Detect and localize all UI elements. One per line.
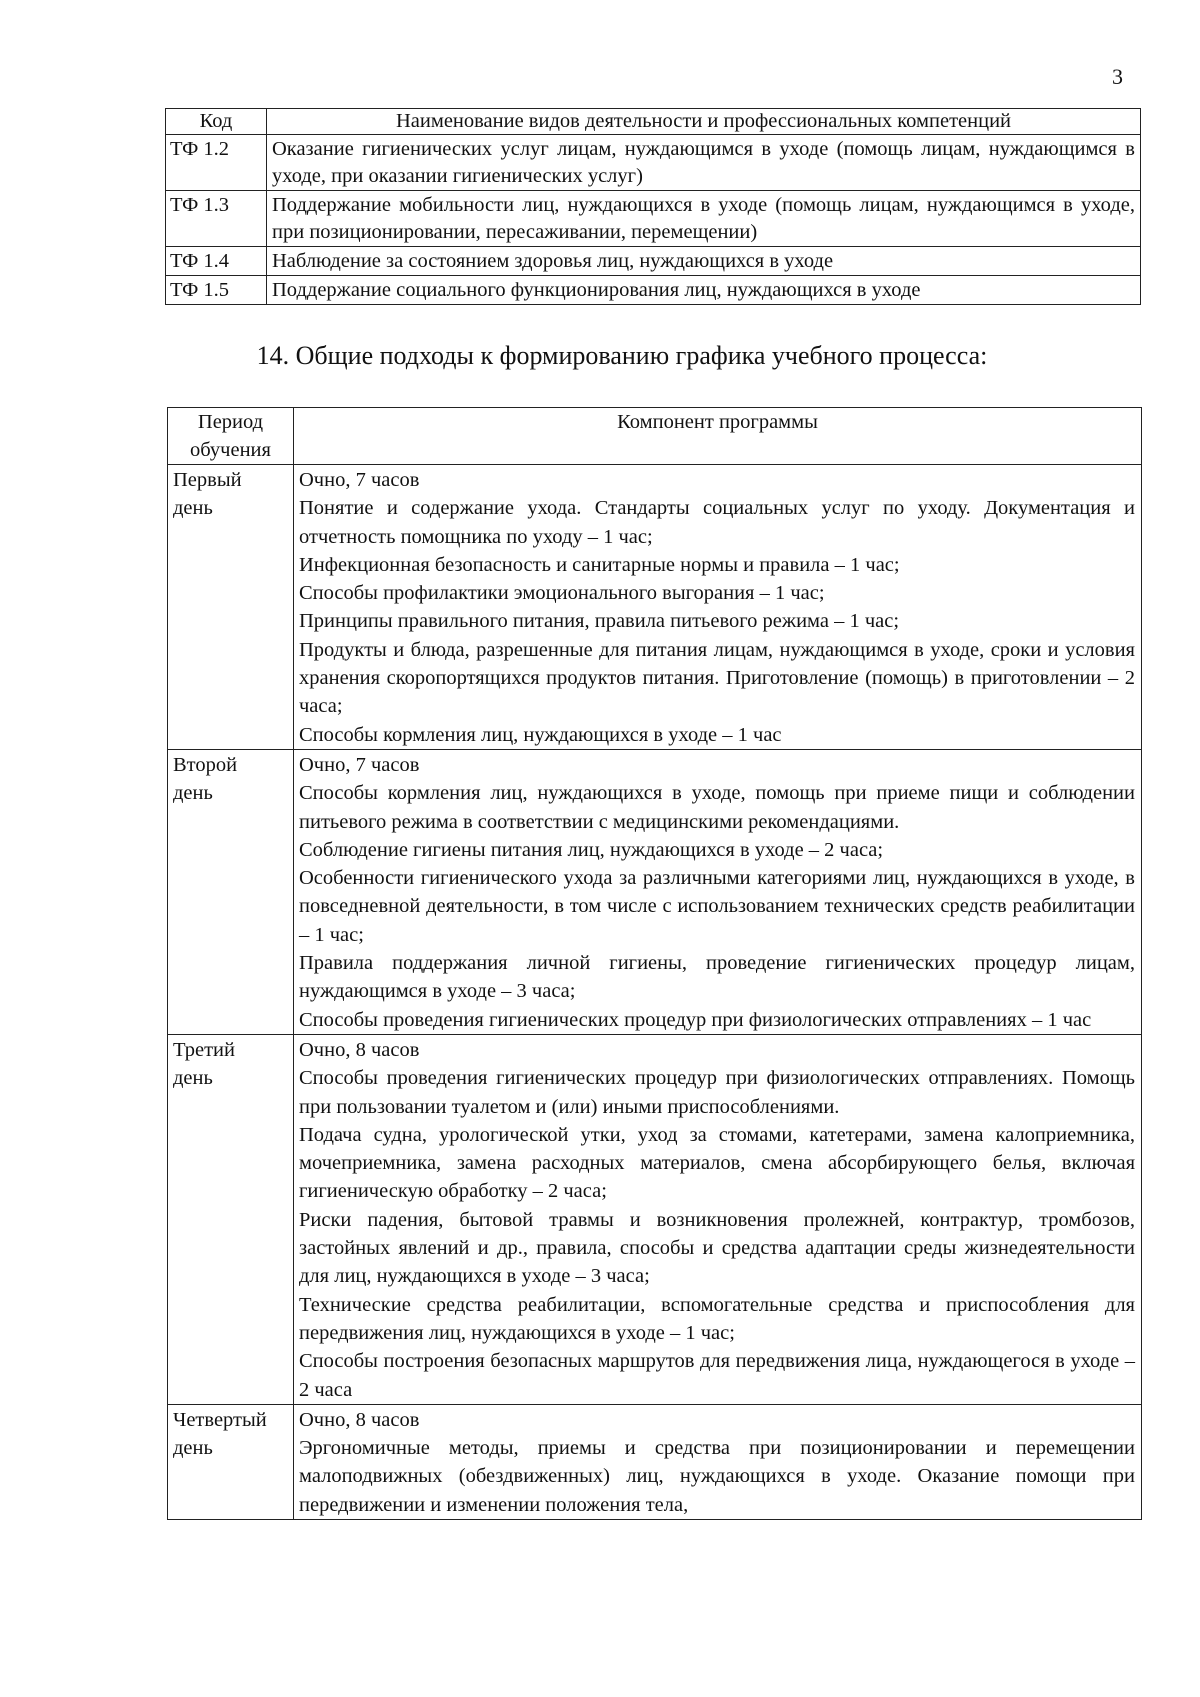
period-label: Третий bbox=[173, 1038, 235, 1061]
code-column-header: Код bbox=[166, 109, 267, 135]
period-label: Четвертый bbox=[173, 1408, 267, 1431]
competency-name: Поддержание мобильности лиц, нуждающихся в уходе (помощь лицам, нуждающимся в уходе, при позиционировании, пересаживании, перемещении) bbox=[267, 191, 1141, 247]
period-label: день bbox=[173, 497, 213, 520]
program-line: Технические средства реабилитации, вспомогательные средства и приспособления для передвижения лиц, нуждающихся в уходе – 1 час; bbox=[299, 1293, 1135, 1344]
component-cell bbox=[294, 1034, 1142, 1404]
competency-name: Поддержание социального функционирования лиц, нуждающихся в уходе bbox=[267, 276, 1141, 305]
program-line: Очно, 7 часов bbox=[299, 753, 420, 776]
program-line: Способы проведения гигиенических процедур при физиологических отправлениях. Помощь при пользовании туалетом и (или) иными приспособлениями. bbox=[299, 1067, 1135, 1118]
period-header-line: Период bbox=[197, 411, 264, 433]
section-heading: 14. Общие подходы к формированию графика учебного процесса: bbox=[256, 341, 988, 370]
program-line: Способы проведения гигиенических процедур при физиологических отправлениях – 1 час bbox=[299, 1008, 1092, 1031]
schedule-table bbox=[167, 407, 1142, 1520]
period-cell bbox=[168, 1404, 294, 1519]
program-line: Эргономичные методы, приемы и средства при позиционировании и перемещении малоподвижных (обездвиженных) лиц, нуждающихся в уходе. Оказание помощи при передвижении и изменении положения тела, bbox=[299, 1437, 1135, 1516]
component-cell bbox=[294, 1404, 1142, 1519]
period-label: день bbox=[173, 1437, 213, 1460]
competency-name: Наблюдение за состоянием здоровья лиц, нуждающихся в уходе bbox=[267, 247, 1141, 276]
table-row bbox=[166, 276, 1141, 305]
program-line: Особенности гигиенического ухода за различными категориями лиц, нуждающихся в уходе, в повседневной деятельности, в том числе с использованием технических средств реабилитации – 1 час; bbox=[299, 867, 1135, 946]
period-label: день bbox=[173, 1067, 213, 1090]
period-label: Второй bbox=[173, 753, 238, 776]
program-line: Очно, 7 часов bbox=[299, 469, 420, 491]
table-row bbox=[168, 1034, 1142, 1404]
period-cell bbox=[168, 749, 294, 1034]
program-line: Принципы правильного питания, правила питьевого режима – 1 час; bbox=[299, 610, 900, 633]
competency-code: ТФ 1.5 bbox=[166, 276, 267, 305]
program-line: Соблюдение гигиены питания лиц, нуждающихся в уходе – 2 часа; bbox=[299, 838, 884, 861]
period-cell bbox=[168, 1034, 294, 1404]
program-line: Инфекционная безопасность и санитарные нормы и правила – 1 час; bbox=[299, 553, 900, 576]
period-label: день bbox=[173, 782, 213, 805]
competency-table bbox=[165, 108, 1141, 305]
program-line: Правила поддержания личной гигиены, проведение гигиенических процедур лицам, нуждающимся в уходе – 3 часа; bbox=[299, 952, 1135, 1003]
competency-code: ТФ 1.3 bbox=[166, 191, 267, 247]
competency-table-header bbox=[166, 109, 1141, 135]
table-row bbox=[168, 465, 1142, 750]
program-line: Очно, 8 часов bbox=[299, 1038, 420, 1061]
page-number: 3 bbox=[1112, 64, 1123, 89]
table-row bbox=[166, 247, 1141, 276]
competency-code: ТФ 1.4 bbox=[166, 247, 267, 276]
program-line: Очно, 8 часов bbox=[299, 1408, 420, 1431]
table-row bbox=[168, 749, 1142, 1034]
period-column-header bbox=[168, 408, 294, 465]
program-line: Способы построения безопасных маршрутов для передвижения лица, нуждающегося в уходе – 2 часа bbox=[299, 1350, 1135, 1401]
program-line: Способы кормления лиц, нуждающихся в уходе, помощь при приеме пищи и соблюдении питьевого режима в соответствии с медицинскими рекомендациями. bbox=[299, 782, 1135, 833]
table-row bbox=[166, 135, 1141, 191]
component-cell bbox=[294, 465, 1142, 750]
competency-code: ТФ 1.2 bbox=[166, 135, 267, 191]
schedule-table-header bbox=[168, 408, 1142, 465]
competency-name: Оказание гигиенических услуг лицам, нуждающимся в уходе (помощь лицам, нуждающимся в уходе, при оказании гигиенических услуг) bbox=[267, 135, 1141, 191]
period-cell bbox=[168, 465, 294, 750]
component-column-header: Компонент программы bbox=[294, 408, 1142, 465]
name-column-header: Наименование видов деятельности и профессиональных компетенций bbox=[267, 109, 1141, 135]
period-header-line: обучения bbox=[190, 439, 271, 461]
table-row bbox=[168, 1404, 1142, 1519]
component-cell bbox=[294, 749, 1142, 1034]
program-line: Способы профилактики эмоционального выгорания – 1 час; bbox=[299, 582, 825, 605]
program-line: Продукты и блюда, разрешенные для питания лицам, нуждающимся в уходе, сроки и условия хранения скоропортящихся продуктов питания. Приготовление (помощь) в приготовлении – 2 часа; bbox=[299, 638, 1135, 718]
program-line: Подача судна, урологической утки, уход за стомами, катетерами, замена калоприемника, мочеприемника, замена расходных материалов, смена абсорбирующего белья, включая гигиеническую обработку – 2 часа; bbox=[299, 1123, 1135, 1203]
program-line: Понятие и содержание ухода. Стандарты социальных услуг по уходу. Документация и отчетность помощника по уходу – 1 час; bbox=[299, 497, 1135, 548]
program-line: Риски падения, бытовой травмы и возникновения пролежней, контрактур, тромбозов, застойных явлений и др., правила, способы и средства адаптации среды жизнедеятельности для лиц, нуждающихся в уходе – 3 часа; bbox=[299, 1208, 1135, 1288]
program-line: Способы кормления лиц, нуждающихся в уходе – 1 час bbox=[299, 723, 782, 746]
period-label: Первый bbox=[173, 469, 242, 491]
table-row bbox=[166, 191, 1141, 247]
